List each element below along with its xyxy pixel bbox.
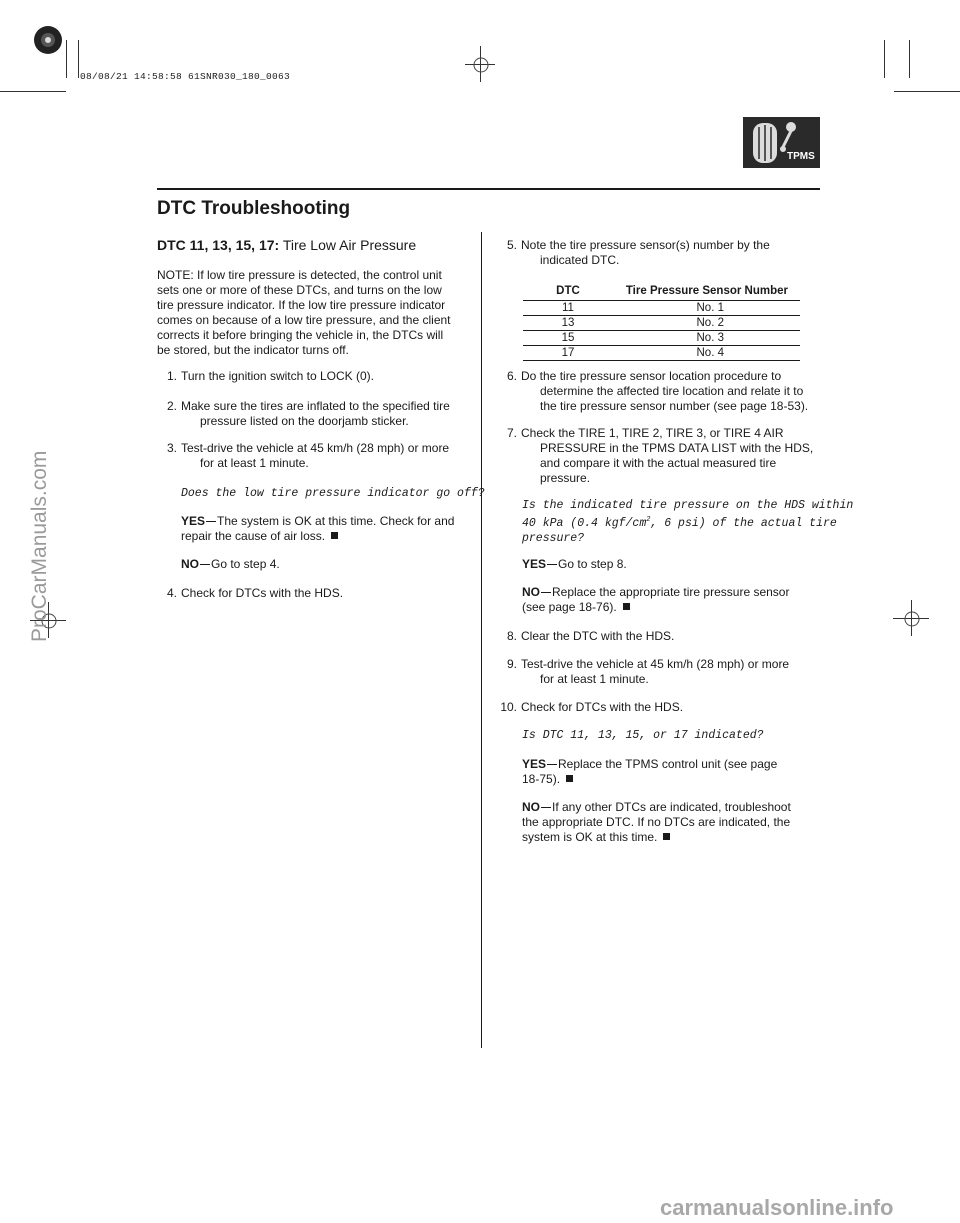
tpms-badge-label: TPMS bbox=[787, 151, 815, 162]
end-square-icon bbox=[566, 775, 573, 782]
answer-no-step-3: NO Go to step 4. bbox=[181, 557, 280, 571]
dtc-sensor-table bbox=[523, 283, 800, 361]
note-line: tire pressure indicator. If the low tire pressure indicator bbox=[157, 298, 446, 312]
side-watermark: ProCarManuals.com bbox=[28, 450, 51, 642]
table-row: 11 No. 1 bbox=[523, 301, 800, 316]
table-header: Tire Pressure Sensor Number bbox=[613, 283, 800, 301]
table-row: 17 No. 4 bbox=[523, 346, 800, 361]
crosshair-circle-icon bbox=[901, 608, 923, 630]
bottom-watermark: carmanualsonline.info bbox=[660, 1195, 894, 1220]
end-square-icon bbox=[623, 603, 630, 610]
table-row: 13 No. 2 bbox=[523, 316, 800, 331]
column-divider bbox=[481, 232, 482, 1048]
page-title: DTC Troubleshooting bbox=[157, 198, 351, 219]
question-step-3: Does the low tire pressure indicator go off? bbox=[181, 487, 485, 500]
note-line: be stored, but the indicator turns off. bbox=[157, 343, 349, 357]
print-stamp: 08/08/21 14:58:58 61SNR030_180_0063 bbox=[80, 71, 291, 82]
section-heading bbox=[157, 236, 416, 254]
note-line: sets one or more of these DTCs, and turns on the low bbox=[157, 283, 442, 297]
answer-yes-step-7: YES Go to step 8. bbox=[522, 557, 627, 571]
answer-yes-step-3: YES The system is OK at this time. Check for and repair the cause of air loss. bbox=[181, 514, 455, 543]
note-block bbox=[157, 268, 451, 358]
note-line: comes on because of a low tire pressure, and the client bbox=[157, 313, 451, 327]
answer-no-step-10: NO If any other DTCs are indicated, troubleshoot the appropriate DTC. If no DTCs are indicated, the system is OK at this time. bbox=[522, 800, 791, 844]
end-square-icon bbox=[331, 532, 338, 539]
answer-yes-step-10: YES Replace the TPMS control unit (see page 18-75). bbox=[522, 757, 778, 786]
answer-no-step-7: NO Replace the appropriate tire pressure sensor (see page 18-76). bbox=[522, 585, 790, 614]
header-rule bbox=[157, 188, 820, 190]
table-row: 15 No. 3 bbox=[523, 331, 800, 346]
section-code: DTC 11, 13, 15, 17: bbox=[157, 237, 280, 253]
section-name: Tire Low Air Pressure bbox=[282, 237, 417, 253]
tpms-badge bbox=[743, 117, 820, 168]
question-step-10: Is DTC 11, 13, 15, or 17 indicated? bbox=[522, 729, 764, 742]
table-header: DTC bbox=[523, 283, 613, 301]
end-square-icon bbox=[663, 833, 670, 840]
registration-target-icon bbox=[30, 20, 66, 60]
note-line: corrects it before bringing the vehicle in, the DTCs will bbox=[157, 328, 444, 342]
question-step-7: Is the indicated tire pressure on the HDS within 40 kPa (0.4 kgf/$cm^2$, 6 psi) of the actual tire pressure? bbox=[522, 499, 854, 545]
note-line: NOTE: If low tire pressure is detected, the control unit bbox=[157, 268, 442, 282]
crosshair-circle-icon bbox=[470, 54, 492, 76]
